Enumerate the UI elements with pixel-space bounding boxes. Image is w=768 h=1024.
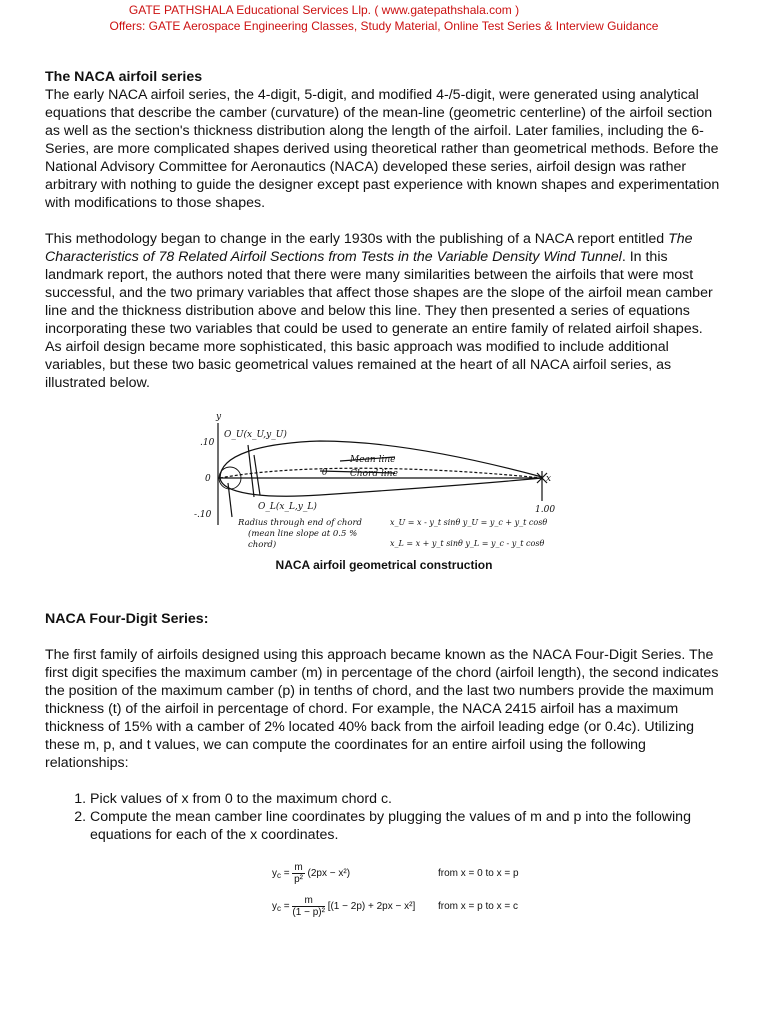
eq1-sub: c [277, 871, 281, 881]
upper-point-label: O_U(x_U,y_U) [224, 430, 287, 440]
chord-line-label: Chord line [350, 469, 398, 479]
section-title: The NACA airfoil series [45, 69, 203, 85]
eq1-rhs: (2px − x²) [307, 868, 351, 880]
eq1-num: m [294, 862, 303, 873]
radius-note-2: (mean line slope at 0.5 % [248, 529, 358, 539]
equation-1-range: from x = 0 to x = p [438, 868, 519, 879]
paragraph-2 [45, 230, 720, 392]
mean-line-label: Mean line [350, 455, 396, 465]
header-line-1: GATE PATHSHALA Educational Services Llp. ( www.gatepathshala.com ) [128, 3, 520, 17]
eq1-den: p² [294, 874, 304, 885]
steps-list [45, 790, 720, 844]
section-2-paragraph: The first family of airfoils designed using this approach became known as the NACA Four-Digit Series. The first digit specifies the maximum camber (m) in percentage of the chord (airfoil length), the second indicates the position of the maximum camber (p) in tenths of chord, and the last two numbers provide the maximum thickness (t) of the airfoil in percentage of chord. For example, the NACA 2415 airfoil has a maximum thickness of 15% with a camber of 2% located 40% back from the airfoil leading edge (or 0.4c). Utilizing these m, p, and t values, we can compute the coordinates for an entire airfoil using the following relationships: [45, 647, 719, 771]
lower-surface [220, 478, 542, 496]
radius-note-1: Radius through end of chord [238, 518, 362, 528]
section-four-digit [45, 610, 720, 844]
section-naca-series [45, 68, 720, 392]
report-title: The Characteristics of 78 Related Airfoil Sections from Tests in the Variable Density Wind Tunnel [45, 231, 693, 265]
y-axis-label: y [216, 412, 222, 422]
tick-bottom: -.10 [194, 510, 212, 520]
eq2-den: (1 − p)² [292, 907, 325, 918]
x-axis-label: x [546, 474, 552, 484]
equation-1: $y_c$ = $\frac{m}{\text{p²}}$ (2px − x²) [272, 862, 351, 885]
eq1-lhs: y [272, 868, 277, 880]
tick-zero: 0 [205, 474, 211, 484]
radius-note-3: chord) [248, 540, 277, 550]
equation-2: $y_c$ = $\frac{m}{\text{(1 − p)²}}$ [(1 − 2p) + 2px − x²] [272, 895, 416, 918]
paragraph-2-start: This methodology began to change in the early 1930s with the publishing of a NACA report entitled [45, 231, 669, 247]
x-end-label: 1.00 [535, 505, 556, 515]
eq2-rhs: [(1 − 2p) + 2px − x²] [327, 901, 416, 913]
airfoil-figure [190, 405, 560, 555]
eq-upper: x_U = x - y_t sinθ y_U = y_c + y_t cosθ [390, 518, 548, 527]
airfoil-diagram [190, 405, 560, 555]
figure-caption: NACA airfoil geometrical construction [275, 558, 493, 572]
section-2-title: NACA Four-Digit Series: [45, 611, 209, 627]
equation-2-range: from x = p to x = c [438, 901, 519, 912]
theta-label: θ [322, 468, 328, 478]
paragraph-1: The early NACA airfoil series, the 4-digit, 5-digit, and modified 4-/5-digit, were generated using analytical equations that describe the camber (curvature) of the mean-line (geometric centerline) of the airfoil section as well as the section's thickness distribution along the length of the airfoil. Later families, including the 6-Series, are more complicated shapes derived using theoretical rather than geometrical methods. Before the National Advisory Committee for Aeronautics (NACA) developed these series, airfoil design was rather arbitrary with nothing to guide the designer except past experience with known shapes and experimentation with modifications to those shapes. [45, 87, 720, 211]
step-1: 1. Pick values of x from 0 to the maximum chord c. [90, 790, 720, 808]
eq2-lhs: y [272, 901, 277, 913]
header-line-2: Offers: GATE Aerospace Engineering Classes, Study Material, Online Test Series & Interview Guidance [109, 19, 659, 33]
page-header [0, 2, 768, 34]
eq2-sub: c [277, 904, 281, 914]
step-2: 2. Compute the mean camber line coordinates by plugging the values of m and p into the following equations for each of the x coordinates. [90, 808, 720, 844]
eq2-num: m [292, 895, 325, 907]
tick-top: .10 [200, 438, 215, 448]
lower-point-label: O_L(x_L,y_L) [258, 502, 317, 512]
eq-lower: x_L = x + y_t sinθ y_L = y_c - y_t cosθ [390, 539, 545, 548]
paragraph-2-end: . In this landmark report, the authors noted that there were many similarities between the airfoils that were most successful, and the two primary variables that affect those shapes are the slope of the airfoil mean camber line and the thickness distribution above and below this line. They then presented a series of equations incorporating these two variables that could be used to generate an entire family of related airfoil shapes. As airfoil design became more sophisticated, this basic approach was modified to include additional variables, but these two basic geometrical values remained at the heart of all NACA airfoil series, as illustrated below. [45, 249, 713, 391]
